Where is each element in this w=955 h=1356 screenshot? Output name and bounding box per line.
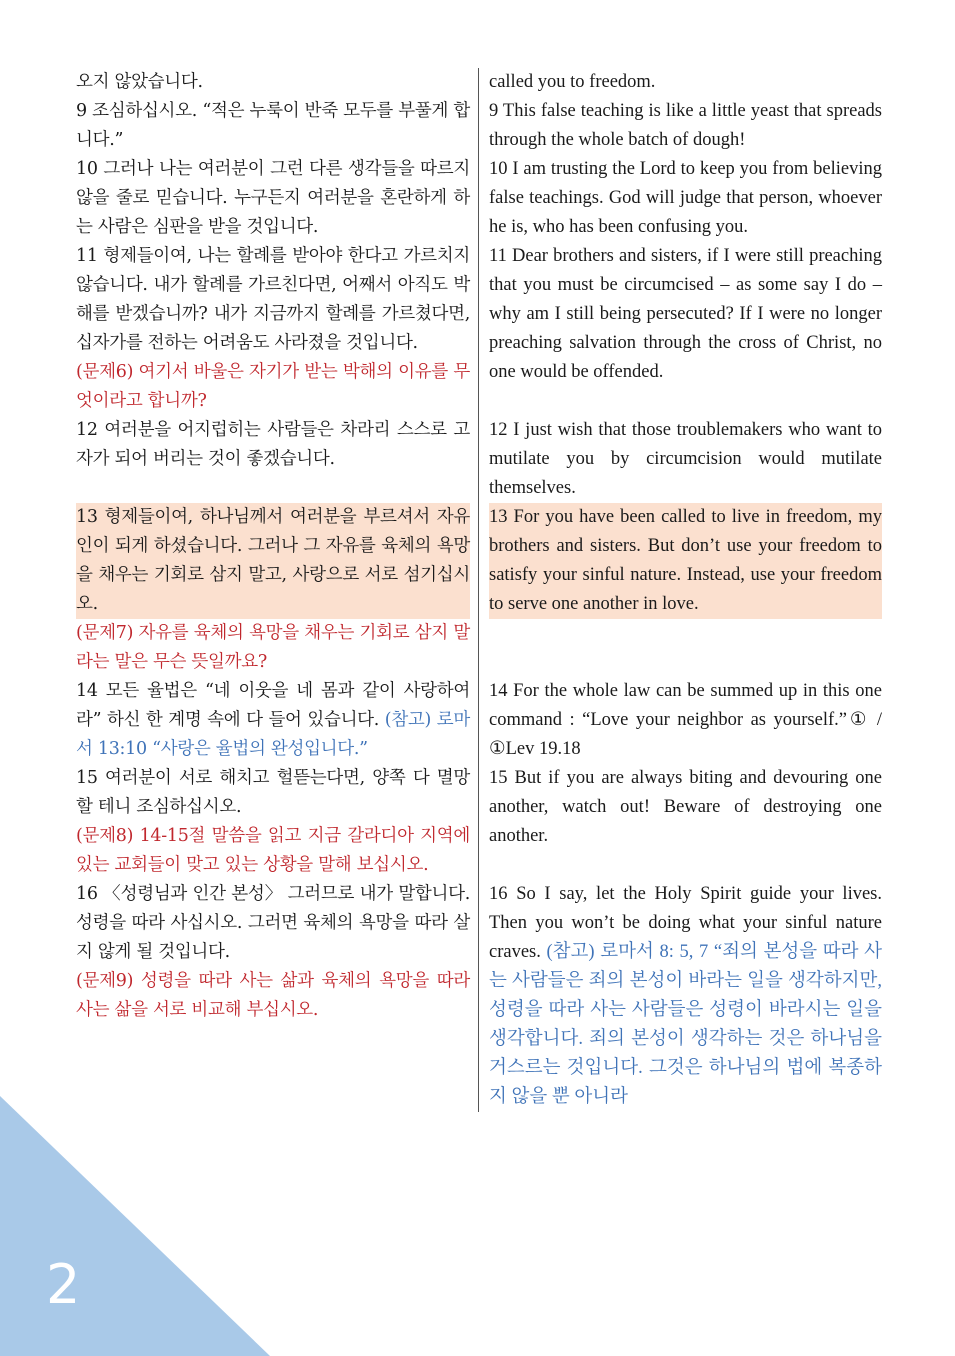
cross-reference: (참고) 로마서 8: 5, 7 “죄의 본성을 따라 사는 사람들은 죄의 본성이 바라는 일을 생각하지만, 성령을 따라 사는 사람들은 성령이 바라시는 일을 생각합니다. 죄의 본성이 생각하는 것은 하나님을 거스르는 것입니다. 그것은 하나님의 법에 복종하지 않을 뿐 아니라	[489, 942, 882, 1107]
english-cell	[478, 155, 882, 242]
verse-row	[76, 677, 882, 764]
korean-verse-highlighted: 13 형제들이여, 하나님께서 여러분을 부르셔서 자유인이 되게 하셨습니다. 그러나 그 자유를 육체의 욕망을 채우는 기회로 삼지 말고, 사랑으로 서로 섬기십시오.	[76, 503, 470, 619]
cross-reference: (참고) 로마서 13:10 “사랑은 율법의 완성입니다.”	[76, 710, 470, 759]
english-cell	[478, 416, 882, 503]
korean-cell	[76, 97, 478, 155]
korean-verse: 11 형제들이여, 나는 할례를 받아야 한다고 가르치지 않습니다. 내가 할례를 가르친다면, 어째서 아직도 박해를 받겠습니까? 내가 지금까지 할례를 가르쳤다면, 십자가를 전하는 어려움도 사라졌을 것입니다.	[76, 246, 470, 353]
english-cell	[478, 68, 882, 97]
english-verse: 10 I am trusting the Lord to keep you from believing false teachings. God will judge that person, whoever he is, who has been confusing you.	[489, 159, 882, 237]
study-question: (문제6) 여기서 바울은 자기가 받는 박해의 이유를 무엇이라고 합니까?	[76, 362, 470, 411]
english-verse: 15 But if you are always biting and devouring one another, watch out! Beware of destroying one another.	[489, 768, 882, 846]
verse-row	[76, 68, 882, 97]
english-cell	[478, 677, 882, 764]
english-cell	[478, 503, 882, 677]
study-question: (문제9) 성령을 따라 사는 삶과 육체의 욕망을 따라 사는 삶을 서로 비교해 부십시오.	[76, 971, 470, 1020]
corner-triangle-decoration	[0, 1096, 270, 1356]
verse-row	[76, 416, 882, 503]
korean-verse-text: 14 모든 율법은 “네 이웃을 네 몸과 같이 사랑하여라” 하신 한 계명 속에 다 들어 있습니다.	[76, 681, 470, 730]
korean-cell	[76, 880, 478, 1112]
korean-verse: 9 조심하십시오. “적은 누룩이 반죽 모두를 부풀게 합니다.”	[76, 101, 470, 150]
english-verse: 12 I just wish that those troublemakers who want to mutilate you by circumcision would mutilate themselves.	[489, 420, 882, 498]
verse-row	[76, 97, 882, 155]
korean-verse: 오지 않았습니다.	[76, 72, 203, 92]
korean-cell	[76, 677, 478, 764]
korean-verse: 16 〈성령님과 인간 본성〉 그러므로 내가 말합니다. 성령을 따라 사십시오. 그러면 육체의 욕망을 따라 살지 않게 될 것입니다.	[76, 884, 470, 962]
page-number: 2	[46, 1253, 81, 1316]
korean-verse: 15 여러분이 서로 해치고 헐뜯는다면, 양쪽 다 멸망할 테니 조심하십시오.	[76, 768, 470, 817]
korean-cell	[76, 416, 478, 503]
verse-row	[76, 242, 882, 416]
english-verse: 9 This false teaching is like a little yeast that spreads through the whole batch of dough!	[489, 101, 882, 150]
english-verse: 11 Dear brothers and sisters, if I were still preaching that you must be circumcised – as some say I do – why am I still being persecuted? If I were no longer preaching salvation through the cross of Christ, no one would be offended.	[489, 246, 882, 382]
verse-row	[76, 880, 882, 1112]
english-verse	[489, 880, 882, 1112]
verse-row-highlighted	[76, 503, 882, 677]
english-verse-text: 16 So I say, let the Holy Spirit guide your lives. Then you won’t be doing what your sinful nature craves.	[489, 884, 882, 962]
korean-cell	[76, 242, 478, 416]
study-question: (문제8) 14-15절 말씀을 읽고 지금 갈라디아 지역에 있는 교회들이 맞고 있는 상황을 말해 보십시오.	[76, 826, 470, 875]
verse-row	[76, 155, 882, 242]
verse-row	[76, 764, 882, 880]
bilingual-text-table	[76, 68, 882, 1112]
korean-verse: 10 그러나 나는 여러분이 그런 다른 생각들을 따르지 않을 줄로 믿습니다. 누구든지 여러분을 혼란하게 하는 사람은 심판을 받을 것입니다.	[76, 159, 470, 237]
korean-verse: 12 여러분을 어지럽히는 사람들은 차라리 스스로 고자가 되어 버리는 것이 좋겠습니다.	[76, 420, 470, 469]
english-cell	[478, 242, 882, 416]
english-verse-highlighted: 13 For you have been called to live in freedom, my brothers and sisters. But don’t use your freedom to satisfy your sinful nature. Instead, use your freedom to serve one another in love.	[489, 503, 882, 619]
english-cell	[478, 880, 882, 1112]
english-cell	[478, 764, 882, 880]
korean-cell	[76, 155, 478, 242]
korean-verse	[76, 677, 470, 764]
english-verse: called you to freedom.	[489, 72, 656, 92]
korean-cell	[76, 68, 478, 97]
english-cell	[478, 97, 882, 155]
korean-cell	[76, 764, 478, 880]
study-question: (문제7) 자유를 육체의 욕망을 채우는 기회로 삼지 말라는 말은 무슨 뜻일까요?	[76, 623, 470, 672]
english-verse: 14 For the whole law can be summed up in this one command : “Love your neighbor as yourself.”① / ①Lev 19.18	[489, 681, 882, 759]
korean-cell	[76, 503, 478, 677]
